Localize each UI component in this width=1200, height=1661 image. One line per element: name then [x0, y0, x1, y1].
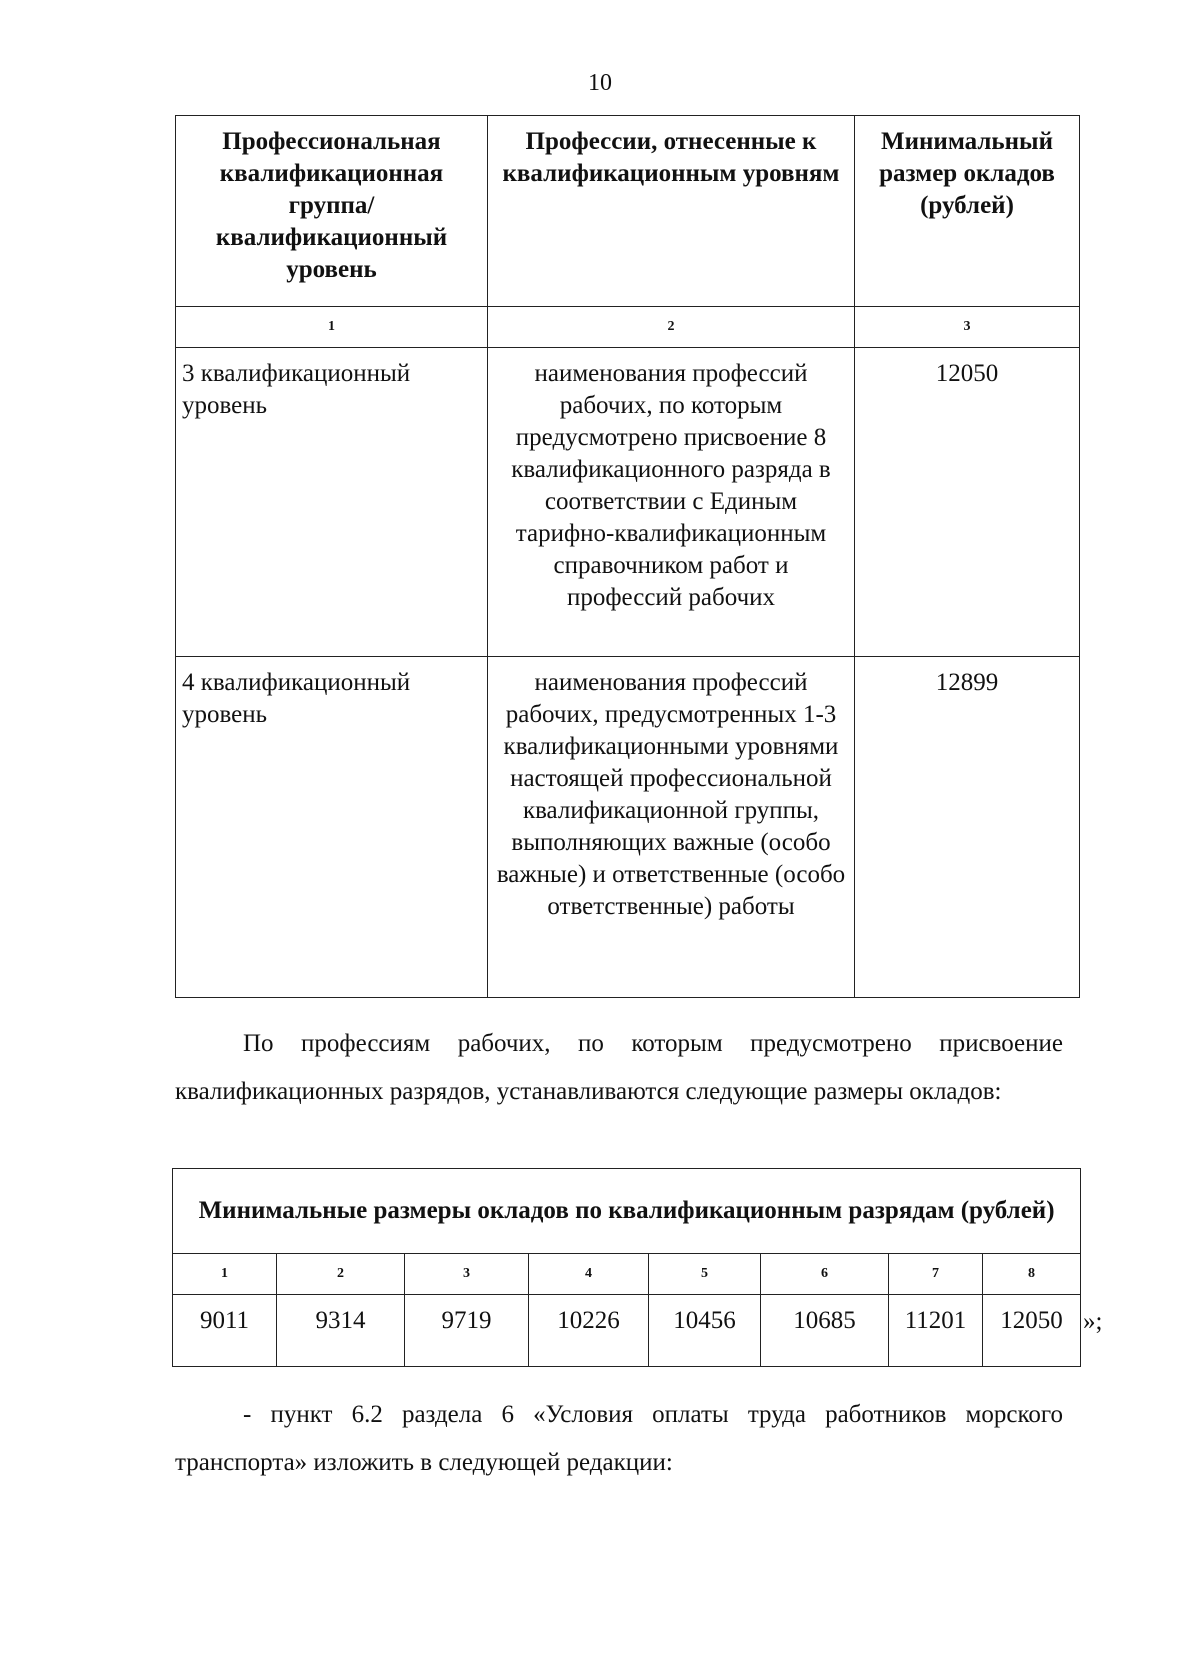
column-number: 1 [176, 307, 488, 348]
min-salary-value: 12050 [855, 348, 1080, 657]
paragraph-text: По профессиям рабочих, по которым предусмотрено присвоение квалификационных разрядов, устанавливаются следующие размеры окладов: [175, 1030, 1063, 1105]
column-number: 3 [855, 307, 1080, 348]
grades-salary-table [172, 1168, 1081, 1367]
header-professions: Профессии, отнесенные к квалификационным уровням [488, 116, 855, 307]
grade-salary-value: 10226 [529, 1295, 649, 1367]
paragraph-text: - пункт 6.2 раздела 6 «Условия оплаты труда работников морского транспорта» изложить в следующей редакции: [175, 1401, 1063, 1476]
table-row [176, 348, 1080, 657]
grade-salary-value: 10456 [649, 1295, 761, 1367]
closing-quote-mark: »; [1083, 1308, 1103, 1335]
grade-values-row [173, 1295, 1081, 1367]
min-salary-value: 12899 [855, 657, 1080, 998]
column-number: 2 [488, 307, 855, 348]
header-group-level: Профессиональная квалификационная группа/ квалификационный уровень [176, 116, 488, 307]
table-header-row [176, 116, 1080, 307]
grade-salary-value: 11201 [889, 1295, 983, 1367]
grades-title-row [173, 1169, 1081, 1254]
paragraph-clause-6-2 [175, 1391, 1063, 1487]
grade-salary-value: 9011 [173, 1295, 277, 1367]
grade-number: 5 [649, 1254, 761, 1295]
grade-number-row [173, 1254, 1081, 1295]
qualification-level: 3 квалификационный уровень [176, 348, 488, 657]
grade-salary-value: 9314 [277, 1295, 405, 1367]
table-row [176, 657, 1080, 998]
grade-number: 6 [761, 1254, 889, 1295]
page-number: 10 [588, 70, 612, 96]
qualification-level: 4 квалификационный уровень [176, 657, 488, 998]
grade-number: 7 [889, 1254, 983, 1295]
professions-description: наименования профессий рабочих, предусмотренных 1-3 квалификационными уровнями настоящей профессиональной квалификационной группы, выполняющих важные (особо важные) и ответственные (особо ответственные) работы [488, 657, 855, 998]
grade-number: 8 [983, 1254, 1081, 1295]
grade-salary-value: 10685 [761, 1295, 889, 1367]
grade-salary-value: 9719 [405, 1295, 529, 1367]
qualification-levels-table [175, 115, 1080, 998]
column-number-row [176, 307, 1080, 348]
grades-table-title: Минимальные размеры окладов по квалификационным разрядам (рублей) [173, 1169, 1081, 1254]
grade-number: 3 [405, 1254, 529, 1295]
paragraph-grades-intro [175, 1020, 1063, 1116]
grade-number: 4 [529, 1254, 649, 1295]
grade-salary-value: 12050 [983, 1295, 1081, 1367]
grade-number: 1 [173, 1254, 277, 1295]
header-min-salary: Минимальный размер окладов (рублей) [855, 116, 1080, 307]
grade-number: 2 [277, 1254, 405, 1295]
professions-description: наименования профессий рабочих, по которым предусмотрено присвоение 8 квалификационного разряда в соответствии с Единым тарифно-квалификационным справочником работ и профессий рабочих [488, 348, 855, 657]
